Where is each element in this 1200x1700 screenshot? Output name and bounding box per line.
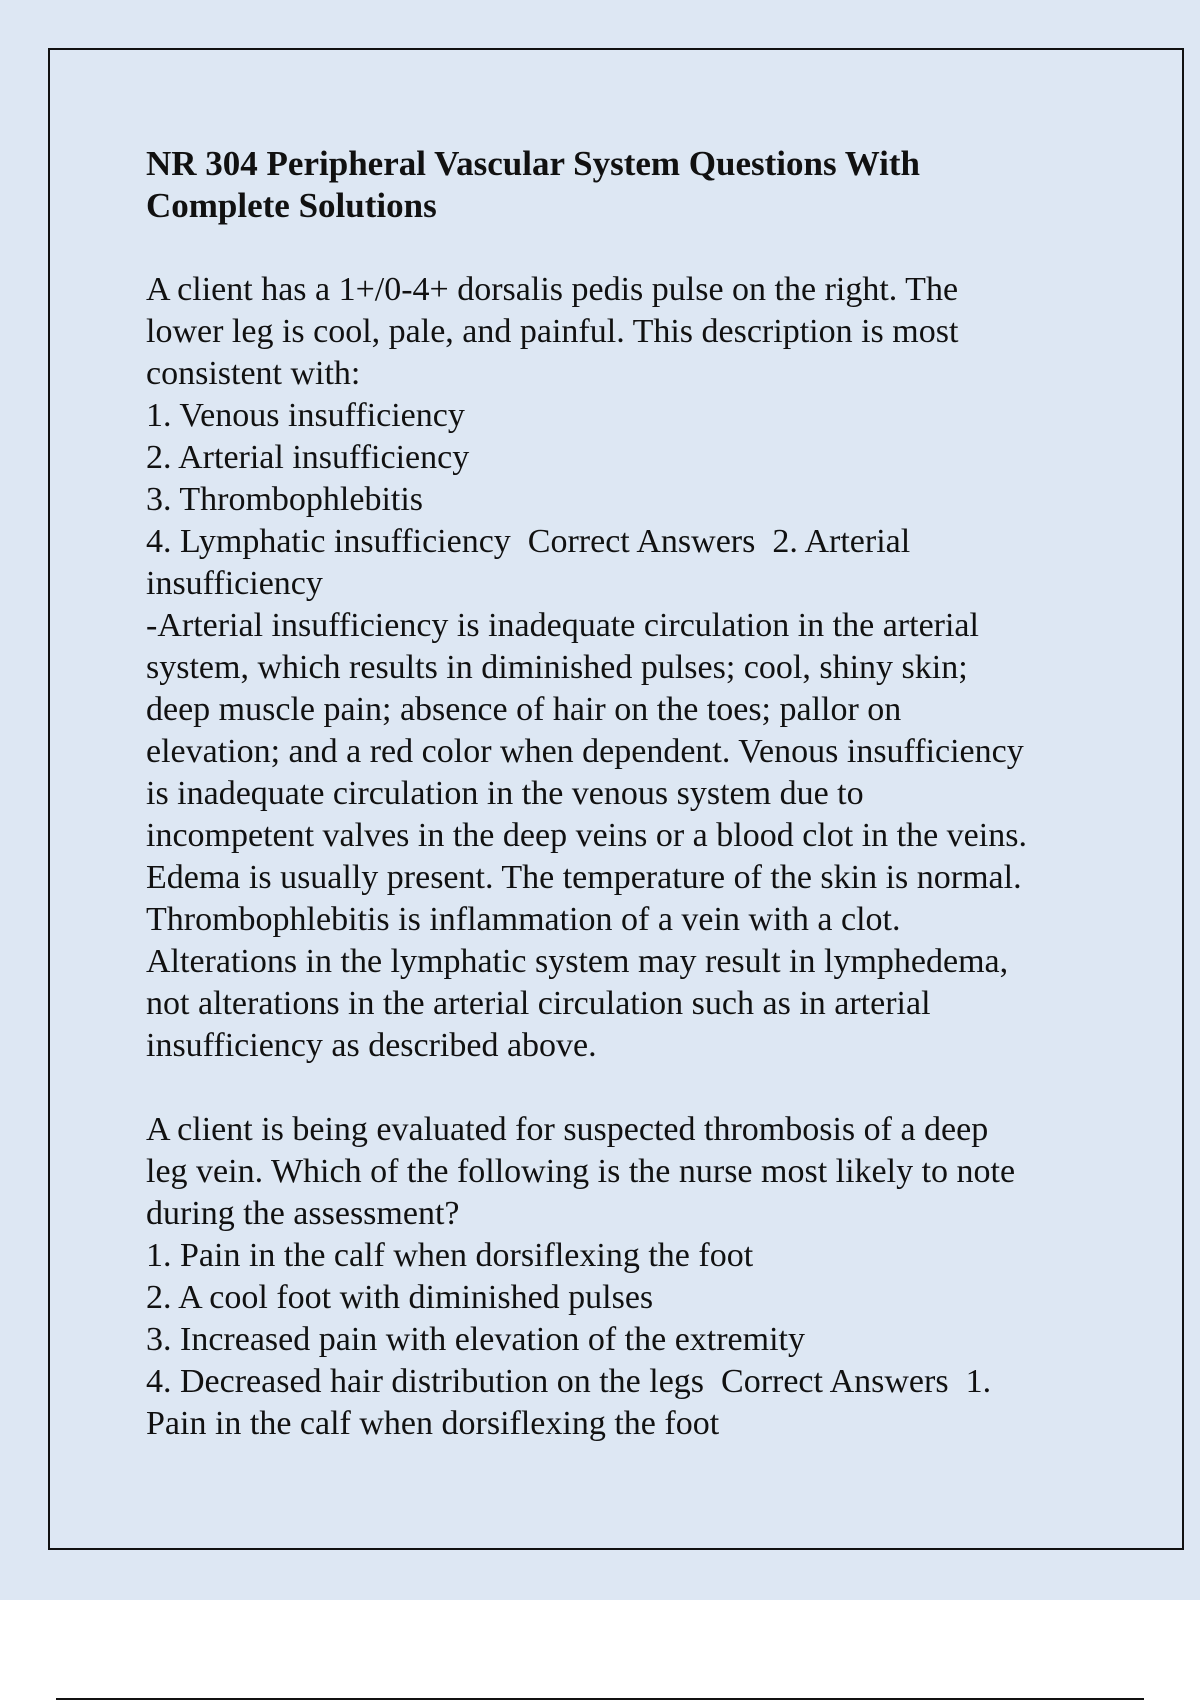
answer-option-line: 2. Arterial insufficiency	[146, 439, 470, 476]
explanation-line: not alterations in the arterial circulation such as in arterial	[146, 985, 931, 1022]
explanation-line: system, which results in diminished pulses; cool, shiny skin;	[146, 649, 968, 686]
question-block-1	[146, 269, 1106, 1067]
question-text-line: during the assessment?	[146, 1195, 460, 1232]
explanation-line: deep muscle pain; absence of hair on the toes; pallor on	[146, 691, 902, 728]
explanation-line: Thrombophlebitis is inflammation of a vein with a clot.	[146, 901, 901, 938]
document-content	[146, 143, 1106, 1445]
document-title	[146, 143, 1106, 227]
explanation-line: insufficiency as described above.	[146, 1027, 597, 1064]
question-block-2	[146, 1109, 1106, 1445]
correct-answer-line: Pain in the calf when dorsiflexing the foot	[146, 1405, 720, 1442]
question-text-line: leg vein. Which of the following is the nurse most likely to note	[146, 1153, 1016, 1190]
question-text-line: consistent with:	[146, 355, 361, 392]
explanation-line: -Arterial insufficiency is inadequate circulation in the arterial	[146, 607, 979, 644]
answer-option-line: 4. Lymphatic insufficiency Correct Answers 2. Arterial	[146, 523, 911, 560]
answer-option-line: 3. Increased pain with elevation of the extremity	[146, 1321, 805, 1358]
question-text-line: lower leg is cool, pale, and painful. This description is most	[146, 313, 959, 350]
explanation-line: Edema is usually present. The temperature of the skin is normal.	[146, 859, 1022, 896]
explanation-line: is inadequate circulation in the venous system due to	[146, 775, 864, 812]
title-line: NR 304 Peripheral Vascular System Questions With	[146, 144, 920, 183]
answer-option-line: 1. Pain in the calf when dorsiflexing the foot	[146, 1237, 754, 1274]
question-text-line: A client is being evaluated for suspected thrombosis of a deep	[146, 1111, 989, 1148]
answer-option-line: 1. Venous insufficiency	[146, 397, 465, 434]
explanation-line: incompetent valves in the deep veins or a blood clot in the veins.	[146, 817, 1027, 854]
answer-option-line: 2. A cool foot with diminished pulses	[146, 1279, 654, 1316]
question-text-line: A client has a 1+/0-4+ dorsalis pedis pulse on the right. The	[146, 271, 959, 308]
correct-answer-line: insufficiency	[146, 565, 323, 602]
answer-option-line: 4. Decreased hair distribution on the legs Correct Answers 1.	[146, 1363, 992, 1400]
explanation-line: elevation; and a red color when dependent. Venous insufficiency	[146, 733, 1024, 770]
answer-option-line: 3. Thrombophlebitis	[146, 481, 424, 518]
title-line: Complete Solutions	[146, 186, 437, 225]
explanation-line: Alterations in the lymphatic system may result in lymphedema,	[146, 943, 1009, 980]
